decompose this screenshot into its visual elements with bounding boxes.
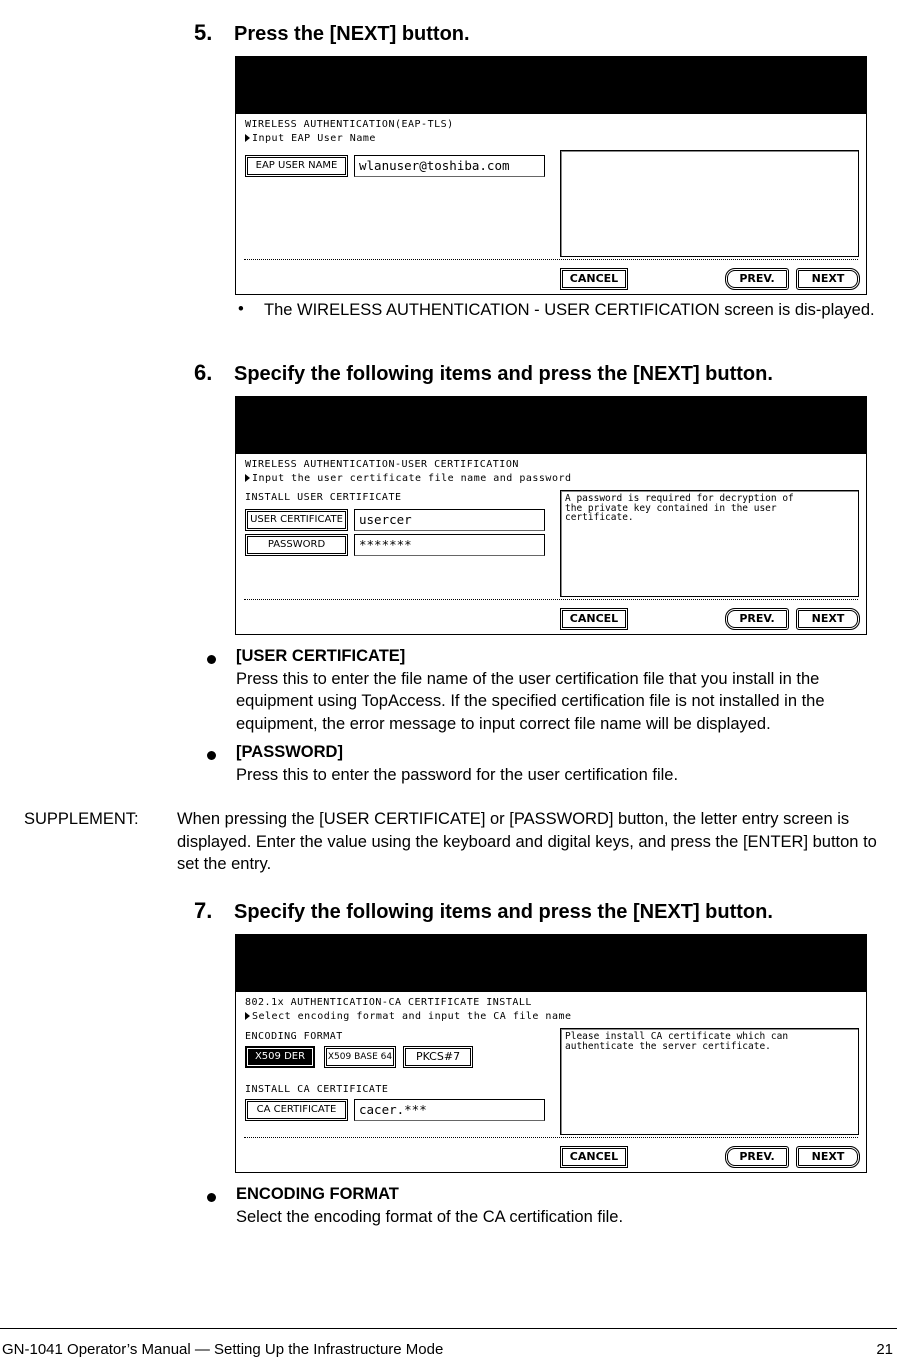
message-box: [560, 1028, 859, 1135]
step-5-heading: [194, 20, 470, 46]
password-field[interactable]: *******: [354, 534, 545, 556]
screen-subtitle: Select encoding format and input the CA file name: [245, 1011, 572, 1022]
bullet-dot: [207, 1193, 216, 1202]
message-text: A password is required for decryption of the private key contained in the user certificate.: [565, 493, 794, 523]
footer-rule: [0, 1328, 897, 1329]
arrow-right-icon: [245, 474, 250, 482]
password-button[interactable]: PASSWORD: [245, 534, 348, 556]
cancel-button[interactable]: CANCEL: [560, 1146, 628, 1168]
screen-title: WIRELESS AUTHENTICATION-USER CERTIFICATION: [245, 459, 519, 470]
step-text: Specify the following items and press the [NEXT] button.: [234, 363, 773, 385]
message-text: Please install CA certificate which can authenticate the server certificate.: [565, 1031, 789, 1052]
prev-button[interactable]: PREV.: [725, 1146, 789, 1168]
bullet-encoding-format: [236, 1183, 896, 1228]
supplement-label: SUPPLEMENT:: [24, 810, 139, 828]
section-label-encoding: ENCODING FORMAT: [245, 1031, 343, 1042]
step-text: Specify the following items and press the [NEXT] button.: [234, 901, 773, 923]
supplement-text: When pressing the [USER CERTIFICATE] or [PASSWORD] button, the letter entry screen is displayed. Enter the value using the keyboard and digital keys, and press the [ENTER] button to set the entry.: [177, 810, 877, 873]
cancel-button[interactable]: CANCEL: [560, 608, 628, 630]
ca-certificate-button[interactable]: CA CERTIFICATE: [245, 1099, 348, 1121]
section-label-ca: INSTALL CA CERTIFICATE: [245, 1084, 389, 1095]
screen-header-bar: [236, 397, 866, 454]
screen-header-bar: [236, 57, 866, 114]
step-6-heading: [194, 360, 773, 386]
page-number: 21: [876, 1341, 893, 1358]
footer-title: GN-1041 Operator’s Manual — Setting Up the Infrastructure Mode: [2, 1341, 444, 1358]
eap-user-name-button[interactable]: EAP USER NAME: [245, 155, 348, 177]
step-text: Press the [NEXT] button.: [234, 23, 470, 45]
screen-title: WIRELESS AUTHENTICATION(EAP-TLS): [245, 119, 454, 130]
message-box: [560, 490, 859, 597]
next-button[interactable]: NEXT: [796, 608, 860, 630]
screen-subtitle: Input the user certificate file name and password: [245, 473, 572, 484]
eap-user-name-field[interactable]: wlanuser@toshiba.com: [354, 155, 545, 177]
next-button[interactable]: NEXT: [796, 1146, 860, 1168]
section-label: INSTALL USER CERTIFICATE: [245, 492, 402, 503]
user-certificate-button[interactable]: USER CERTIFICATE: [245, 509, 348, 531]
bullet-user-certificate: [236, 645, 896, 735]
screen-eap-tls: [235, 56, 867, 295]
screen-user-certification: [235, 396, 867, 635]
screen-header-bar: [236, 935, 866, 992]
step-number: 5.: [194, 20, 213, 45]
divider: [244, 1137, 858, 1138]
arrow-right-icon: [245, 1012, 250, 1020]
bullet-title: ENCODING FORMAT: [236, 1185, 399, 1203]
note-bullet: •: [238, 300, 244, 318]
divider: [244, 259, 858, 260]
bullet-title: [USER CERTIFICATE]: [236, 647, 406, 665]
step-7-heading: [194, 898, 773, 924]
bullet-body: Press this to enter the file name of the user certification file that you install in the equipment using TopAccess. If the specified certification file is not installed in the equipment, the error message to input correct file name will be displayed.: [236, 669, 825, 733]
arrow-right-icon: [245, 134, 250, 142]
step-number: 6.: [194, 360, 213, 385]
prev-button[interactable]: PREV.: [725, 268, 789, 290]
user-certificate-field[interactable]: usercer: [354, 509, 545, 531]
cancel-button[interactable]: CANCEL: [560, 268, 628, 290]
screen-subtitle: Input EAP User Name: [245, 133, 376, 144]
bullet-password: [236, 741, 896, 786]
bullet-title: [PASSWORD]: [236, 743, 343, 761]
bullet-body: Press this to enter the password for the user certification file.: [236, 765, 679, 784]
encoding-pkcs7-button[interactable]: PKCS#7: [403, 1046, 473, 1068]
encoding-x509-base64-button[interactable]: X509 BASE 64: [324, 1046, 396, 1068]
bullet-dot: [207, 655, 216, 664]
step-number: 7.: [194, 898, 213, 923]
divider: [244, 599, 858, 600]
bullet-dot: [207, 751, 216, 760]
bullet-body: Select the encoding format of the CA certification file.: [236, 1207, 624, 1226]
screen-ca-certificate-install: [235, 934, 867, 1173]
next-button[interactable]: NEXT: [796, 268, 860, 290]
screen-title: 802.1x AUTHENTICATION-CA CERTIFICATE INSTALL: [245, 997, 532, 1008]
note-text: The WIRELESS AUTHENTICATION - USER CERTIFICATION screen is dis-played.: [264, 301, 875, 319]
ca-certificate-field[interactable]: cacer.***: [354, 1099, 545, 1121]
prev-button[interactable]: PREV.: [725, 608, 789, 630]
encoding-x509-der-button[interactable]: X509 DER: [245, 1046, 315, 1068]
message-box: [560, 150, 859, 257]
